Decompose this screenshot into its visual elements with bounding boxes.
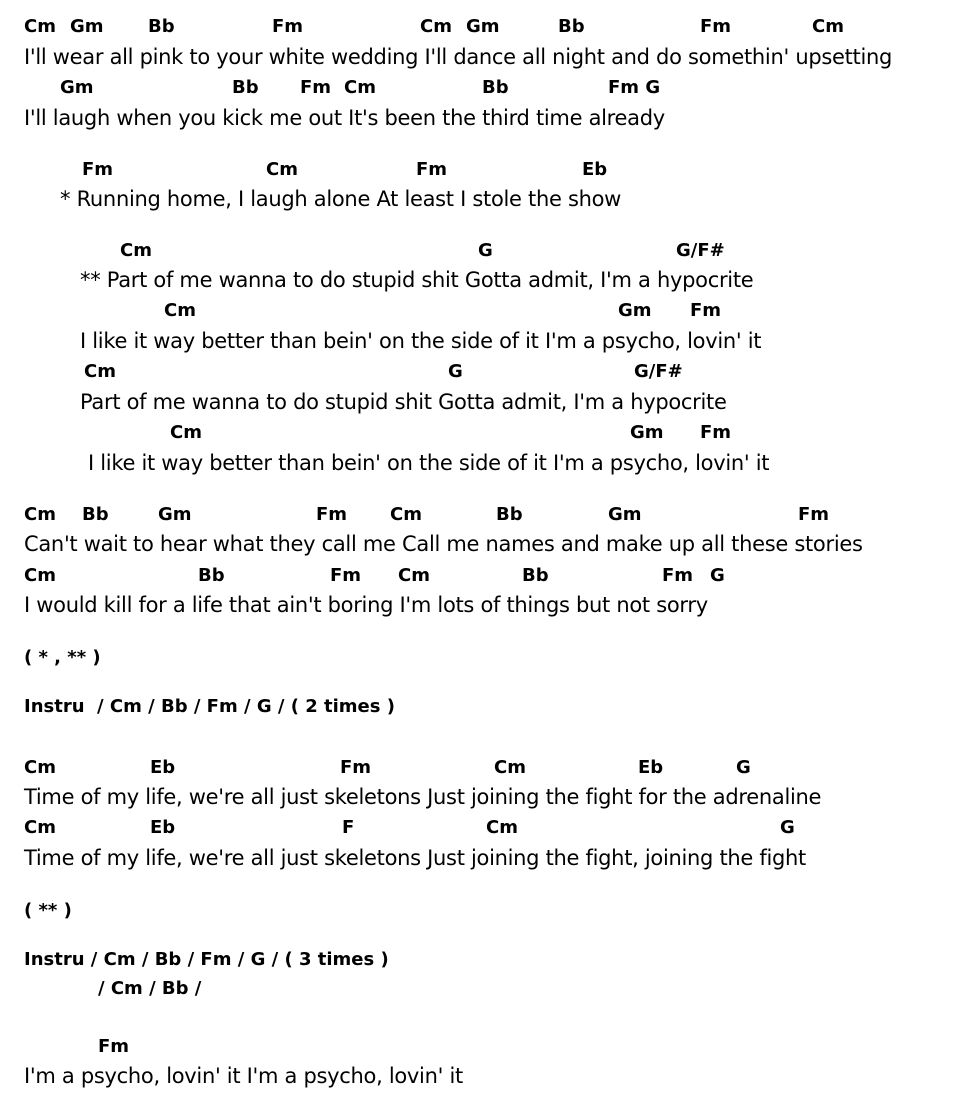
chord-line — [24, 506, 924, 526]
chord: Cm — [164, 300, 196, 321]
chord: Fm — [690, 300, 722, 321]
lyric-line: I like it way better than bein' on the side of it I'm a psycho, lovin' it — [80, 329, 762, 353]
chord: Gm — [158, 504, 192, 525]
chord: G — [710, 565, 725, 586]
lyric-line: ** Part of me wanna to do stupid shit Gotta admit, I'm a hypocrite — [80, 268, 754, 292]
chord: Cm — [24, 565, 56, 586]
chord: Bb — [482, 77, 509, 98]
chord: G — [448, 361, 463, 382]
chord: Fm — [700, 422, 732, 443]
lyric-line: * Running home, I laugh alone At least I stole the show — [60, 187, 622, 211]
chord: Fm — [416, 159, 448, 180]
chord: Cm — [390, 504, 422, 525]
chord: Cm — [24, 817, 56, 838]
chord: Cm — [486, 817, 518, 838]
chord: G/F# — [634, 361, 683, 382]
chord: Bb — [232, 77, 259, 98]
chord: Fm — [340, 757, 372, 778]
lyric-line: I'm a psycho, lovin' it I'm a psycho, lovin' it — [24, 1064, 463, 1088]
chord: Cm — [170, 422, 202, 443]
chord: Bb — [198, 565, 225, 586]
lyric-line: I'll wear all pink to your white wedding I'll dance all night and do somethin' upsetting — [24, 45, 893, 69]
chord: Fm — [798, 504, 830, 525]
chord: Bb — [148, 16, 175, 37]
lyric-line: I like it way better than bein' on the side of it I'm a psycho, lovin' it — [88, 451, 770, 475]
chord: Fm — [316, 504, 348, 525]
chord: Gm — [466, 16, 500, 37]
chord-line — [24, 424, 924, 444]
chord: Fm — [700, 16, 732, 37]
chord: F — [342, 817, 355, 838]
chord: Fm — [98, 1036, 130, 1057]
chord-line — [24, 161, 924, 181]
chord: Fm — [300, 77, 332, 98]
chord: Gm — [618, 300, 652, 321]
chord: Cm — [24, 16, 56, 37]
chord: Eb — [582, 159, 608, 180]
chord-line — [24, 819, 924, 839]
chord: Gm — [608, 504, 642, 525]
chord: Bb — [496, 504, 523, 525]
chord: Fm G — [608, 77, 661, 98]
lyric-line: Time of my life, we're all just skeletons Just joining the fight for the adrenaline — [24, 785, 822, 809]
lyric-line: I'll laugh when you kick me out It's been the third time already — [24, 106, 665, 130]
chord: Gm — [70, 16, 104, 37]
chord: Fm — [272, 16, 304, 37]
chord-line — [24, 567, 924, 587]
chord: Eb — [150, 757, 176, 778]
chord: Fm — [330, 565, 362, 586]
chord: Cm — [398, 565, 430, 586]
instrumental-line: Instru / Cm / Bb / Fm / G / ( 2 times ) — [24, 696, 395, 717]
instrumental-line: Instru / Cm / Bb / Fm / G / ( 3 times ) — [24, 949, 389, 970]
instrumental-line: / Cm / Bb / — [98, 978, 202, 999]
chord-line — [24, 302, 924, 322]
chord: Fm — [82, 159, 114, 180]
chord: Gm — [60, 77, 94, 98]
lyric-line: I would kill for a life that ain't boring I'm lots of things but not sorry — [24, 593, 708, 617]
chord: Bb — [558, 16, 585, 37]
chord: Fm — [662, 565, 694, 586]
repeat-marker: ( ** ) — [24, 900, 72, 921]
chord: Cm — [24, 757, 56, 778]
chord: Cm — [266, 159, 298, 180]
chord: Bb — [522, 565, 549, 586]
chord-line — [24, 18, 924, 38]
chord: Bb — [82, 504, 109, 525]
chord: G — [478, 240, 493, 261]
chord: Cm — [812, 16, 844, 37]
chord: Cm — [84, 361, 116, 382]
chord: Cm — [344, 77, 376, 98]
chord: Cm — [420, 16, 452, 37]
chord-line — [24, 79, 924, 99]
chord: Cm — [24, 504, 56, 525]
chord-line — [24, 1038, 924, 1058]
chord-line — [24, 242, 924, 262]
chord: Eb — [638, 757, 664, 778]
chord: Gm — [630, 422, 664, 443]
chord: Eb — [150, 817, 176, 838]
chord: Cm — [120, 240, 152, 261]
chord: G — [736, 757, 751, 778]
chord: G/F# — [676, 240, 725, 261]
chord: Cm — [494, 757, 526, 778]
lyric-line: Can't wait to hear what they call me Call me names and make up all these stories — [24, 532, 863, 556]
lyric-line: Time of my life, we're all just skeletons Just joining the fight, joining the fight — [24, 846, 806, 870]
repeat-marker: ( * , ** ) — [24, 647, 101, 668]
chord: G — [780, 817, 795, 838]
lyric-line: Part of me wanna to do stupid shit Gotta admit, I'm a hypocrite — [80, 390, 727, 414]
chord-line — [24, 363, 924, 383]
chord-line — [24, 759, 924, 779]
